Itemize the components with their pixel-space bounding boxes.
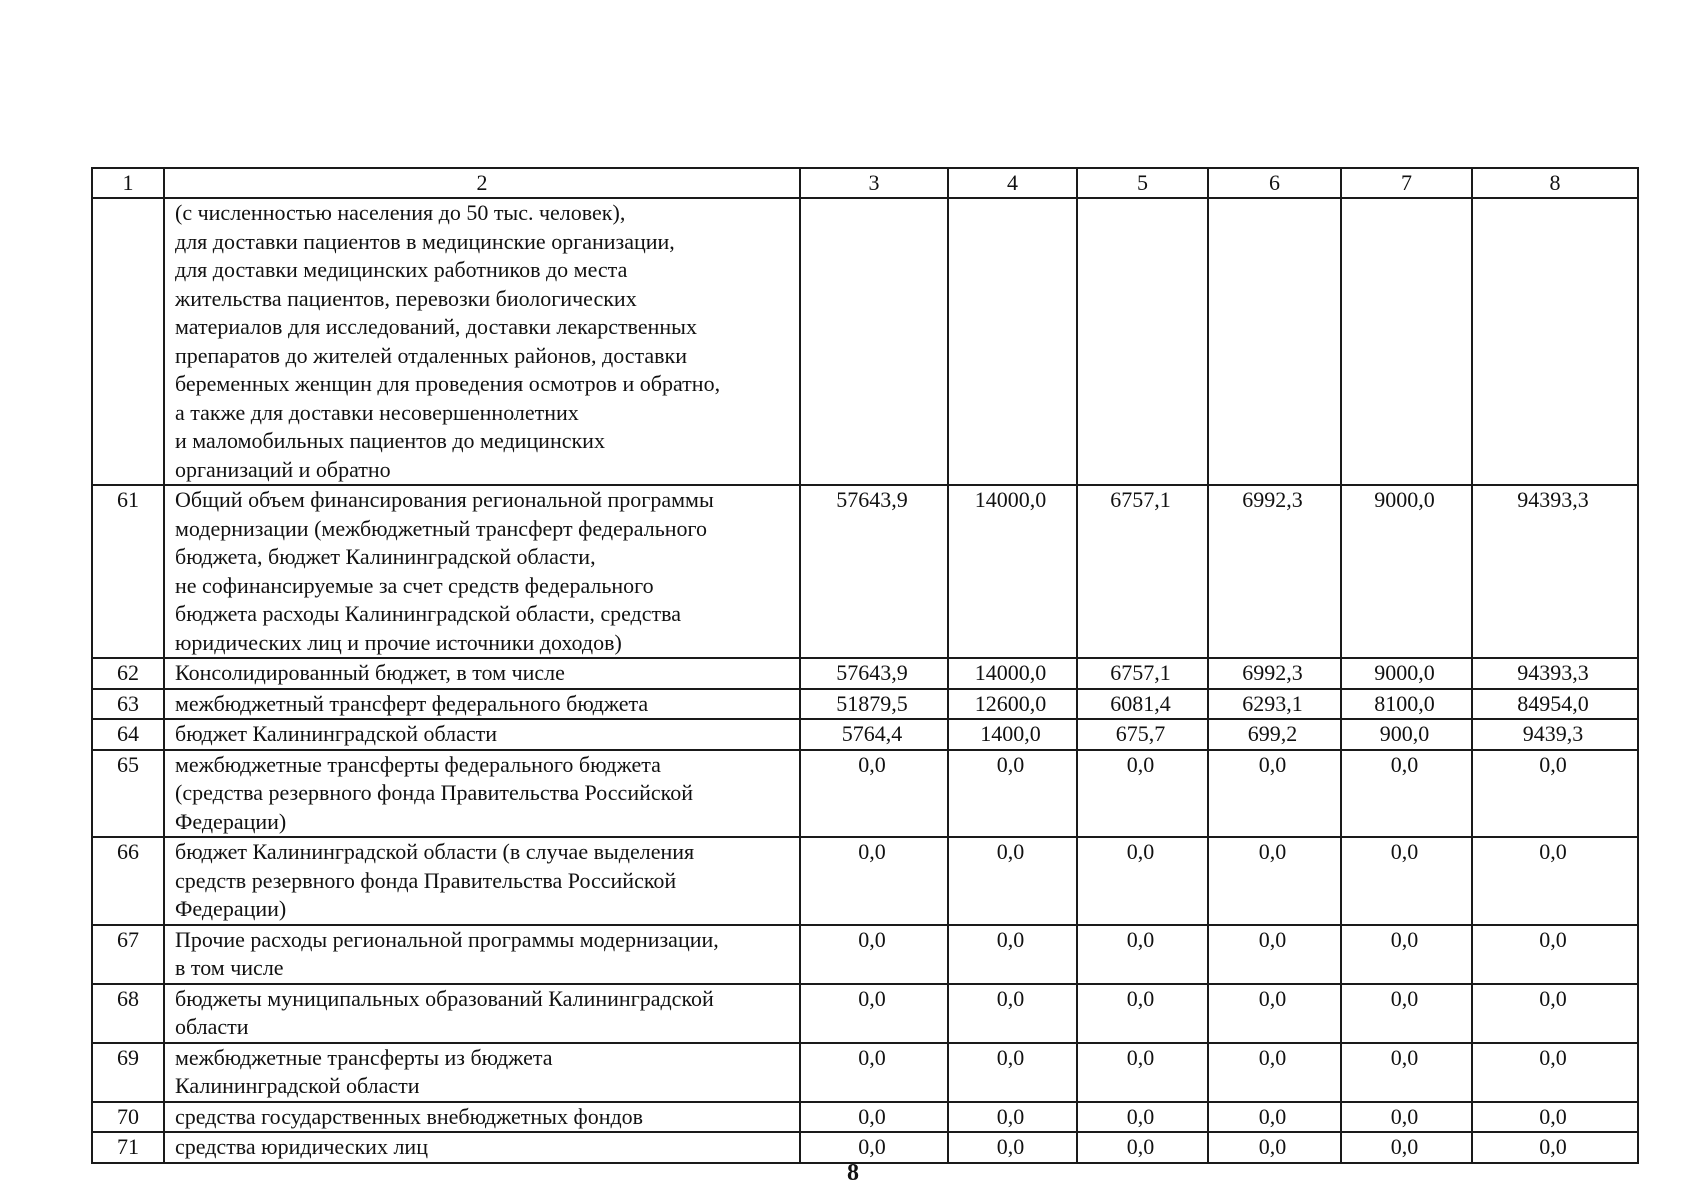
value-cell: 1400,0 (948, 719, 1077, 750)
row-description: бюджет Калининградской области (в случае выделения средств резервного фонда Правительства Российской Федерации) (164, 837, 800, 925)
table-row (92, 689, 1638, 720)
column-header: 1 (92, 168, 164, 198)
column-header: 3 (800, 168, 948, 198)
value-cell: 0,0 (948, 750, 1077, 838)
value-cell: 0,0 (1472, 837, 1638, 925)
value-cell: 9000,0 (1341, 485, 1472, 658)
value-cell: 0,0 (1208, 750, 1341, 838)
row-number: 62 (92, 658, 164, 689)
row-description: межбюджетный трансферт федерального бюджета (164, 689, 800, 720)
value-cell (1341, 198, 1472, 485)
value-cell: 5764,4 (800, 719, 948, 750)
value-cell: 6992,3 (1208, 485, 1341, 658)
value-cell: 0,0 (1472, 1132, 1638, 1163)
row-description: (с численностью населения до 50 тыс. человек), для доставки пациентов в медицинские организации, для доставки медицинских работников до места жительства пациентов, перевозки биологических материалов для исследований, доставки лекарственных препаратов до жителей отдаленных районов, доставки беременных женщин для проведения осмотров и обратно, а также для доставки несовершеннолетних и маломобильных пациентов до медицинских организаций и обратно (164, 198, 800, 485)
row-description: Консолидированный бюджет, в том числе (164, 658, 800, 689)
value-cell: 12600,0 (948, 689, 1077, 720)
column-header: 2 (164, 168, 800, 198)
value-cell: 0,0 (948, 837, 1077, 925)
value-cell: 0,0 (1472, 1102, 1638, 1133)
table-row (92, 485, 1638, 658)
row-description: бюджет Калининградской области (164, 719, 800, 750)
value-cell: 0,0 (1208, 925, 1341, 984)
value-cell: 0,0 (800, 837, 948, 925)
table-row (92, 1132, 1638, 1163)
value-cell: 0,0 (948, 1043, 1077, 1102)
row-description: межбюджетные трансферты из бюджета Калининградской области (164, 1043, 800, 1102)
value-cell: 0,0 (948, 1102, 1077, 1133)
table-row (92, 984, 1638, 1043)
value-cell: 0,0 (1472, 750, 1638, 838)
value-cell: 8100,0 (1341, 689, 1472, 720)
budget-table (91, 167, 1639, 1164)
value-cell: 0,0 (1341, 1132, 1472, 1163)
table-header-row (92, 168, 1638, 198)
value-cell (948, 198, 1077, 485)
row-number: 63 (92, 689, 164, 720)
row-description: средства государственных внебюджетных фондов (164, 1102, 800, 1133)
column-header: 8 (1472, 168, 1638, 198)
value-cell: 0,0 (1077, 750, 1208, 838)
value-cell: 0,0 (800, 925, 948, 984)
page-number: 8 (847, 1160, 859, 1186)
value-cell: 6757,1 (1077, 658, 1208, 689)
value-cell: 14000,0 (948, 658, 1077, 689)
value-cell: 0,0 (1472, 1043, 1638, 1102)
value-cell: 0,0 (1341, 984, 1472, 1043)
value-cell: 900,0 (1341, 719, 1472, 750)
table-row (92, 1102, 1638, 1133)
value-cell: 0,0 (1077, 1132, 1208, 1163)
row-description: межбюджетные трансферты федерального бюджета (средства резервного фонда Правительства Российской Федерации) (164, 750, 800, 838)
value-cell: 0,0 (800, 984, 948, 1043)
value-cell: 0,0 (1341, 837, 1472, 925)
value-cell: 0,0 (1341, 1043, 1472, 1102)
row-number: 65 (92, 750, 164, 838)
column-header: 5 (1077, 168, 1208, 198)
value-cell: 0,0 (1341, 925, 1472, 984)
value-cell: 0,0 (1341, 750, 1472, 838)
value-cell: 6992,3 (1208, 658, 1341, 689)
row-number: 61 (92, 485, 164, 658)
value-cell: 94393,3 (1472, 485, 1638, 658)
row-number: 68 (92, 984, 164, 1043)
row-description: средства юридических лиц (164, 1132, 800, 1163)
value-cell: 14000,0 (948, 485, 1077, 658)
row-description: бюджеты муниципальных образований Калининградской области (164, 984, 800, 1043)
column-header: 6 (1208, 168, 1341, 198)
row-description: Общий объем финансирования региональной программы модернизации (межбюджетный трансферт федерального бюджета, бюджет Калининградской области, не софинансируемые за счет средств федерального бюджета расходы Калининградской области, средства юридических лиц и прочие источники доходов) (164, 485, 800, 658)
value-cell (1472, 198, 1638, 485)
table-row (92, 719, 1638, 750)
value-cell: 57643,9 (800, 658, 948, 689)
value-cell: 0,0 (1077, 1102, 1208, 1133)
value-cell: 0,0 (1077, 925, 1208, 984)
value-cell: 0,0 (800, 1102, 948, 1133)
row-number: 70 (92, 1102, 164, 1133)
value-cell: 9439,3 (1472, 719, 1638, 750)
value-cell: 0,0 (1472, 984, 1638, 1043)
value-cell: 0,0 (948, 925, 1077, 984)
value-cell: 699,2 (1208, 719, 1341, 750)
column-header: 4 (948, 168, 1077, 198)
table-row (92, 837, 1638, 925)
value-cell (1077, 198, 1208, 485)
value-cell: 0,0 (948, 1132, 1077, 1163)
value-cell: 0,0 (1208, 837, 1341, 925)
table-row (92, 658, 1638, 689)
row-description: Прочие расходы региональной программы модернизации, в том числе (164, 925, 800, 984)
value-cell: 6293,1 (1208, 689, 1341, 720)
value-cell: 0,0 (1077, 1043, 1208, 1102)
value-cell (1208, 198, 1341, 485)
table-row (92, 1043, 1638, 1102)
value-cell: 0,0 (1077, 984, 1208, 1043)
value-cell: 0,0 (1208, 1043, 1341, 1102)
row-number: 64 (92, 719, 164, 750)
value-cell: 6757,1 (1077, 485, 1208, 658)
row-number: 71 (92, 1132, 164, 1163)
value-cell: 9000,0 (1341, 658, 1472, 689)
value-cell: 84954,0 (1472, 689, 1638, 720)
row-number: 66 (92, 837, 164, 925)
value-cell: 0,0 (800, 750, 948, 838)
value-cell: 57643,9 (800, 485, 948, 658)
value-cell: 0,0 (1208, 1102, 1341, 1133)
table-row (92, 925, 1638, 984)
row-number: 69 (92, 1043, 164, 1102)
value-cell (800, 198, 948, 485)
column-header: 7 (1341, 168, 1472, 198)
table-row (92, 198, 1638, 485)
value-cell: 0,0 (1208, 1132, 1341, 1163)
value-cell: 6081,4 (1077, 689, 1208, 720)
row-number: 67 (92, 925, 164, 984)
value-cell: 0,0 (948, 984, 1077, 1043)
value-cell: 0,0 (1341, 1102, 1472, 1133)
row-number (92, 198, 164, 485)
table-row (92, 750, 1638, 838)
value-cell: 0,0 (1472, 925, 1638, 984)
value-cell: 0,0 (800, 1043, 948, 1102)
value-cell: 675,7 (1077, 719, 1208, 750)
value-cell: 51879,5 (800, 689, 948, 720)
value-cell: 0,0 (1077, 837, 1208, 925)
value-cell: 0,0 (1208, 984, 1341, 1043)
value-cell: 94393,3 (1472, 658, 1638, 689)
value-cell: 0,0 (800, 1132, 948, 1163)
